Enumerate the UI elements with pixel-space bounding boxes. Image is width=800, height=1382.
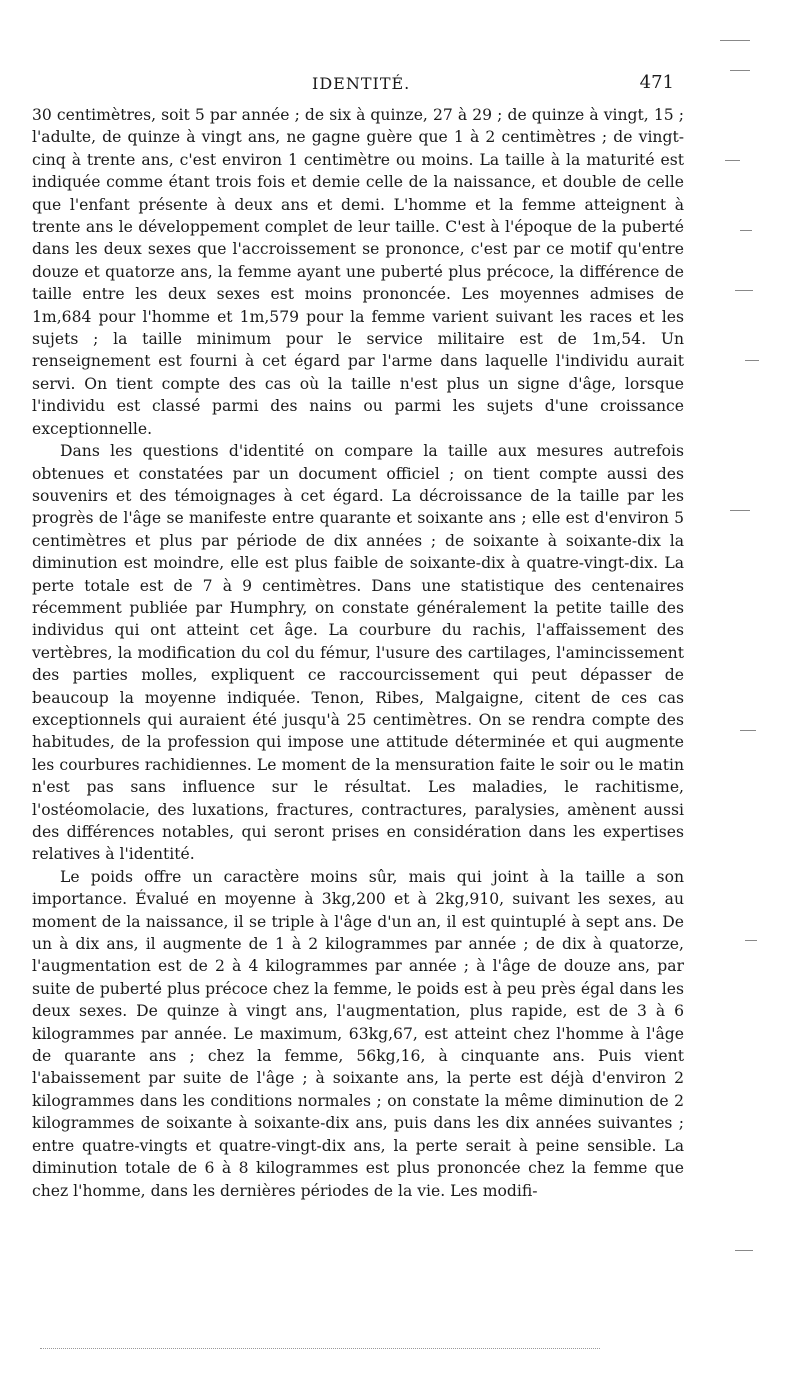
paragraph-1: 30 centimètres, soit 5 par année ; de six à quinze, 27 à 29 ; de quinze à vingt, 15 ; l'adulte, de quinze à vingt ans, ne gagne guère que 1 à 2 centimètres ; de vingt-cinq à trente ans, c'est environ 1 centimètre ou moins. La taille à la maturité est indiquée comme étant trois fois et demie celle de la naissance, et double de celle que l'enfant présente à deux ans et demi. L'homme et la femme atteignent à trente ans le développement complet de leur taille. C'est à l'époque de la puberté dans les deux sexes que l'accroissement se prononce, c'est par ce motif qu'entre douze et quatorze ans, la femme ayant une puberté plus précoce, la différence de taille entre les deux sexes est moins prononcée. Les moyennes admises de 1m,684 pour l'homme et 1m,579 pour la femme varient suivant les races et les sujets ; la taille minimum pour le service militaire est de 1m,54. Un renseignement est fourni à cet égard par l'arme dans laquelle l'individu aurait servi. On tient compte des cas où la taille n'est plus un signe d'âge, lorsque l'individu est classé parmi des nains ou parmi les sujets d'une croissance exceptionnelle. xyxy=(32,106,684,438)
body-text xyxy=(32,104,684,1202)
paragraph-3: Le poids offre un caractère moins sûr, mais qui joint à la taille a son importance. Évalué en moyenne à 3kg,200 et à 2kg,910, suivant les sexes, au moment de la naissance, il se triple à l'âge d'un an, il est quintuplé à sept ans. De un à dix ans, il augmente de 1 à 2 kilogrammes par année ; de dix à quatorze, l'augmentation est de 2 à 4 kilogrammes par année ; à l'âge de douze ans, par suite de puberté plus précoce chez la femme, le poids est à peu près égal dans les deux sexes. De quinze à vingt ans, l'augmentation, plus rapide, est de 3 à 6 kilogrammes par année. Le maximum, 63kg,67, est atteint chez l'homme à l'âge de quarante ans ; chez la femme, 56kg,16, à cinquante ans. Puis vient l'abaissement par suite de l'âge ; à soixante ans, la perte est déjà d'environ 2 kilogrammes dans les conditions normales ; on constate la même diminution de 2 kilogrammes de soixante à soixante-dix ans, puis dans les dix années suivantes ; entre quatre-vingts et quatre-vingt-dix ans, la perte serait à peine sensible. La diminution totale de 6 à 8 kilogrammes est plus prononcée chez la femme que chez l'homme, dans les dernières périodes de la vie. Les modifi- xyxy=(32,867,684,1200)
paragraph-2: Dans les questions d'identité on compare la taille aux mesures autrefois obtenues et constatées par un document officiel ; on tient compte aussi des souvenirs et des témoignages à cet égard. La décroissance de la taille par les progrès de l'âge se manifeste entre quarante et soixante ans ; elle est d'environ 5 centimètres et plus par période de dix années ; de soixante à soixante-dix la diminution est moindre, elle est plus faible de soixante-dix à quatre-vingt-dix. La perte totale est de 7 à 9 centimètres. Dans une statistique des centenaires récemment publiée par Humphry, on constate généralement la petite taille des individus qui ont atteint cet âge. La courbure du rachis, l'affaissement des vertèbres, la modification du col du fémur, l'usure des cartilages, l'amincissement des parties molles, expliquent ce raccourcissement qui peut dépasser de beaucoup la moyenne indiquée. Tenon, Ribes, Malgaigne, citent de ces cas exceptionnels qui auraient été jusqu'à 25 centimètres. On se rendra compte des habitudes, de la profession qui impose une attitude déterminée et qui augmente les courbures rachidiennes. Le moment de la mensuration faite le soir ou le matin n'est pas sans influence sur le résultat. Les maladies, le rachitisme, l'ostéomolacie, des luxations, fractures, contractures, paralysies, amènent aussi des différences notables, qui seront prises en considération dans les expertises relatives à l'identité. xyxy=(32,442,684,864)
page-header xyxy=(32,70,682,100)
margin-scan-marks xyxy=(700,30,770,1330)
bottom-scan-rule xyxy=(40,1348,600,1350)
page-number: 471 xyxy=(639,72,674,93)
running-title: IDENTITÉ. xyxy=(312,74,411,93)
